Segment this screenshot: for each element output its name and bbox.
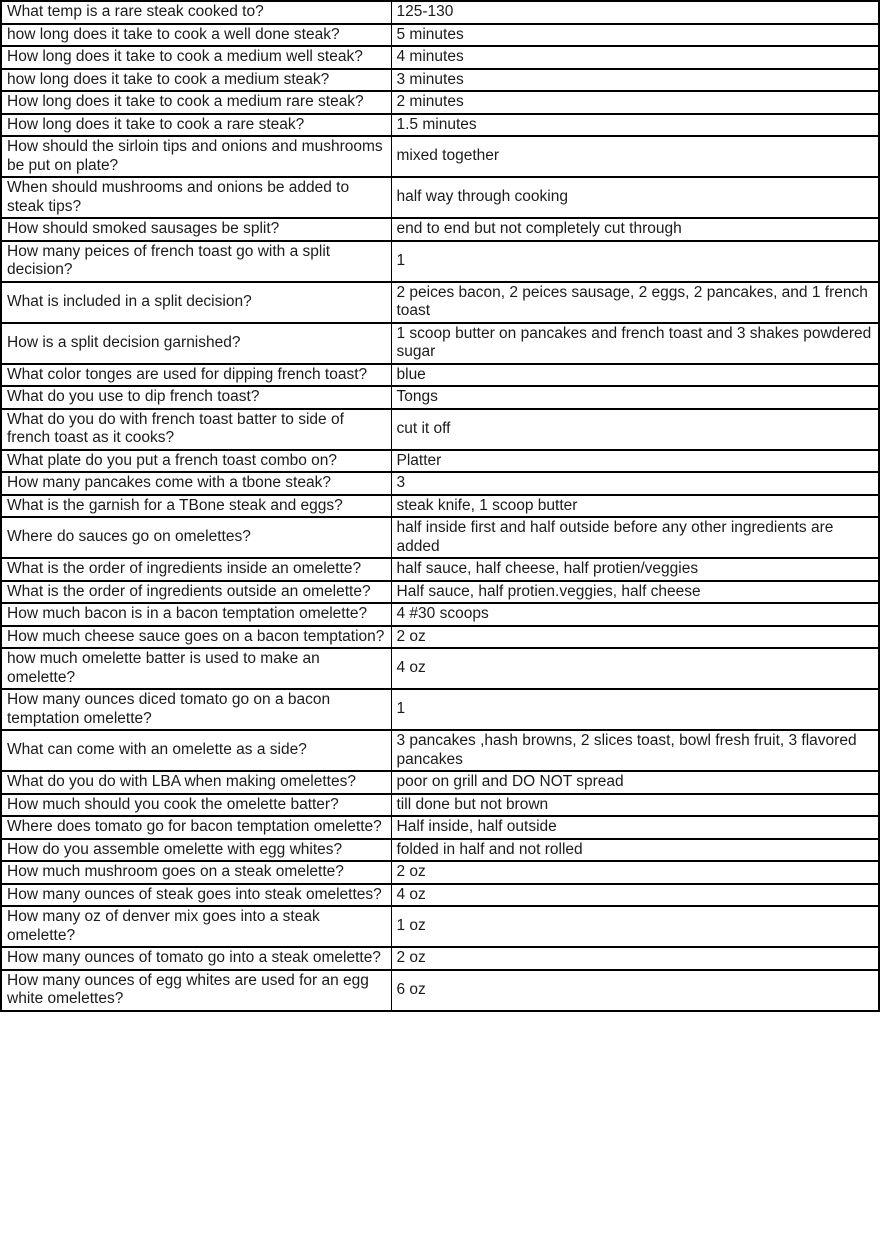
table-row (1, 136, 879, 177)
answer-cell: 125-130 (391, 1, 879, 24)
table-row (1, 323, 879, 364)
question-cell: How is a split decision garnished? (1, 323, 391, 364)
table-row (1, 177, 879, 218)
answer-cell: 2 minutes (391, 91, 879, 114)
table-row (1, 517, 879, 558)
question-cell: How many oz of denver mix goes into a steak omelette? (1, 906, 391, 947)
question-cell: How much mushroom goes on a steak omelette? (1, 861, 391, 884)
table-row (1, 861, 879, 884)
answer-cell: 1 oz (391, 906, 879, 947)
table-row (1, 472, 879, 495)
question-cell: How many ounces of tomato go into a steak omelette? (1, 947, 391, 970)
table-row (1, 46, 879, 69)
table-row (1, 1, 879, 24)
answer-cell: Platter (391, 450, 879, 473)
answer-cell: blue (391, 364, 879, 387)
answer-cell: half way through cooking (391, 177, 879, 218)
answer-cell: 1 scoop butter on pancakes and french toast and 3 shakes powdered sugar (391, 323, 879, 364)
table-row (1, 364, 879, 387)
question-cell: How should the sirloin tips and onions and mushrooms be put on plate? (1, 136, 391, 177)
table-row (1, 947, 879, 970)
table-row (1, 409, 879, 450)
question-cell: Where do sauces go on omelettes? (1, 517, 391, 558)
question-cell: What can come with an omelette as a side? (1, 730, 391, 771)
answer-cell: Half sauce, half protien.veggies, half cheese (391, 581, 879, 604)
question-cell: How should smoked sausages be split? (1, 218, 391, 241)
answer-cell: 3 (391, 472, 879, 495)
answer-cell: 1 (391, 241, 879, 282)
answer-cell: Tongs (391, 386, 879, 409)
table-row (1, 771, 879, 794)
answer-cell: folded in half and not rolled (391, 839, 879, 862)
table-row (1, 69, 879, 92)
table-row (1, 906, 879, 947)
question-cell: How do you assemble omelette with egg whites? (1, 839, 391, 862)
table-row (1, 386, 879, 409)
answer-cell: Half inside, half outside (391, 816, 879, 839)
question-cell: How many ounces of steak goes into steak omelettes? (1, 884, 391, 907)
question-cell: What is the order of ingredients outside an omelette? (1, 581, 391, 604)
table-row (1, 558, 879, 581)
question-cell: How much cheese sauce goes on a bacon temptation? (1, 626, 391, 649)
table-row (1, 970, 879, 1011)
answer-cell: 5 minutes (391, 24, 879, 47)
table-row (1, 450, 879, 473)
table-row (1, 241, 879, 282)
question-cell: Where does tomato go for bacon temptation omelette? (1, 816, 391, 839)
table-row (1, 884, 879, 907)
question-cell: How many ounces of egg whites are used for an egg white omelettes? (1, 970, 391, 1011)
answer-cell: 4 oz (391, 648, 879, 689)
answer-cell: 4 #30 scoops (391, 603, 879, 626)
question-cell: How many pancakes come with a tbone steak? (1, 472, 391, 495)
question-cell: How much bacon is in a bacon temptation omelette? (1, 603, 391, 626)
question-cell: How long does it take to cook a medium rare steak? (1, 91, 391, 114)
table-row (1, 603, 879, 626)
question-cell: What is included in a split decision? (1, 282, 391, 323)
answer-cell: till done but not brown (391, 794, 879, 817)
answer-cell: mixed together (391, 136, 879, 177)
answer-cell: 2 oz (391, 947, 879, 970)
answer-cell: 3 pancakes ,hash browns, 2 slices toast, bowl fresh fruit, 3 flavored pancakes (391, 730, 879, 771)
question-cell: How much should you cook the omelette batter? (1, 794, 391, 817)
question-cell: how much omelette batter is used to make an omelette? (1, 648, 391, 689)
answer-cell: steak knife, 1 scoop butter (391, 495, 879, 518)
table-row (1, 794, 879, 817)
answer-cell: poor on grill and DO NOT spread (391, 771, 879, 794)
question-cell: What temp is a rare steak cooked to? (1, 1, 391, 24)
question-cell: What plate do you put a french toast combo on? (1, 450, 391, 473)
question-cell: What is the order of ingredients inside an omelette? (1, 558, 391, 581)
question-cell: How long does it take to cook a rare steak? (1, 114, 391, 137)
answer-cell: 1 (391, 689, 879, 730)
answer-cell: end to end but not completely cut through (391, 218, 879, 241)
answer-cell: 3 minutes (391, 69, 879, 92)
table-row (1, 816, 879, 839)
question-cell: What is the garnish for a TBone steak and eggs? (1, 495, 391, 518)
table-row (1, 282, 879, 323)
answer-cell: half inside first and half outside before any other ingredients are added (391, 517, 879, 558)
table-row (1, 648, 879, 689)
answer-cell: 2 oz (391, 861, 879, 884)
table-row (1, 839, 879, 862)
table-row (1, 730, 879, 771)
question-cell: How many ounces diced tomato go on a bacon temptation omelette? (1, 689, 391, 730)
answer-cell: 4 oz (391, 884, 879, 907)
table-row (1, 495, 879, 518)
question-cell: how long does it take to cook a well done steak? (1, 24, 391, 47)
answer-cell: 1.5 minutes (391, 114, 879, 137)
question-cell: What do you do with french toast batter to side of french toast as it cooks? (1, 409, 391, 450)
table-row (1, 218, 879, 241)
answer-cell: cut it off (391, 409, 879, 450)
answer-cell: 4 minutes (391, 46, 879, 69)
answer-cell: 6 oz (391, 970, 879, 1011)
question-cell: how long does it take to cook a medium steak? (1, 69, 391, 92)
answer-cell: 2 oz (391, 626, 879, 649)
question-cell: How many peices of french toast go with a split decision? (1, 241, 391, 282)
table-row (1, 626, 879, 649)
table-row (1, 689, 879, 730)
table-row (1, 581, 879, 604)
answer-cell: 2 peices bacon, 2 peices sausage, 2 eggs, 2 pancakes, and 1 french toast (391, 282, 879, 323)
table-row (1, 24, 879, 47)
question-cell: How long does it take to cook a medium well steak? (1, 46, 391, 69)
question-cell: When should mushrooms and onions be added to steak tips? (1, 177, 391, 218)
table-row (1, 91, 879, 114)
answer-cell: half sauce, half cheese, half protien/veggies (391, 558, 879, 581)
question-cell: What color tonges are used for dipping french toast? (1, 364, 391, 387)
table-row (1, 114, 879, 137)
qa-table-body (1, 1, 879, 1011)
question-cell: What do you do with LBA when making omelettes? (1, 771, 391, 794)
question-cell: What do you use to dip french toast? (1, 386, 391, 409)
